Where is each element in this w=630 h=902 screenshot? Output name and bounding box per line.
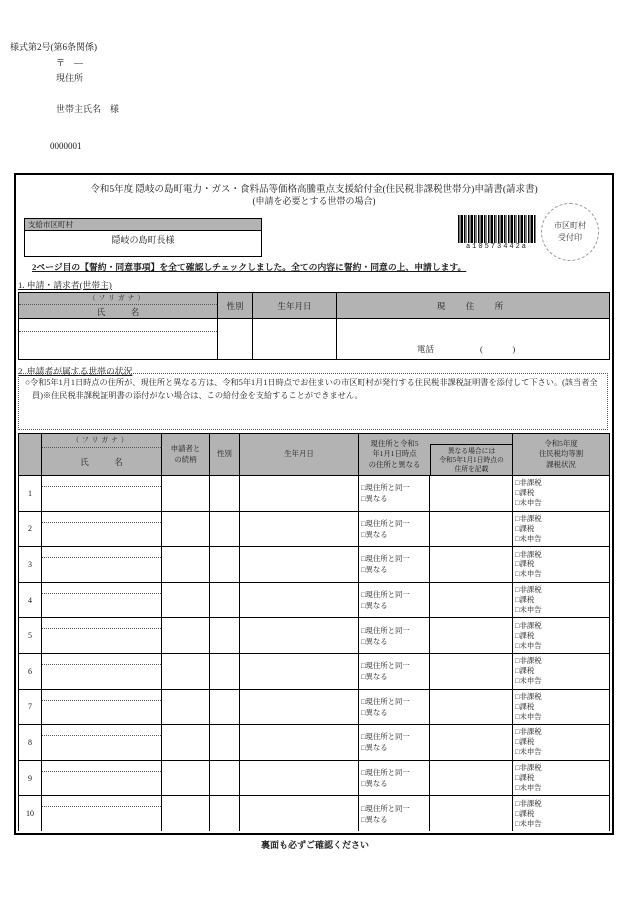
applicant-address-field — [337, 319, 609, 359]
member-table-row — [19, 690, 609, 726]
checkbox-same-address: □現住所と同一 — [361, 554, 410, 564]
if-different-line2: 令和5年1月1日時点の — [439, 456, 504, 464]
member-birthdate-field — [240, 618, 359, 653]
header-birthdate-cell: 生年月日 — [240, 434, 359, 475]
name-label: 氏 名 — [80, 456, 123, 467]
checkbox-taxable: □課税 — [515, 666, 535, 676]
applicant-gender-field — [218, 319, 253, 359]
checkbox-different-address: □異なる — [361, 743, 388, 753]
checkbox-taxable: □課税 — [515, 595, 535, 605]
member-address-differs-field — [359, 654, 430, 689]
checkbox-taxable: □課税 — [515, 773, 535, 783]
attachment-notice-text: ○令和5年1月1日時点の住所が、現住所と異なる方は、令和5年1月1日時点でお住まいの市区町村が発行する住民税非課税証明書を添付して下さい。(該当者全員)※住民税非課税証明書の添付がない場合は、この給付金を支給することができません。 — [25, 378, 598, 401]
checkbox-same-address: □現住所と同一 — [361, 661, 410, 671]
furigana-divider — [42, 664, 161, 665]
receipt-stamp-line1: 市区町村 — [554, 221, 586, 231]
current-address-label: 現住所 — [56, 73, 84, 83]
row-number: 5 — [19, 618, 42, 653]
member-address-differs-field — [359, 761, 430, 796]
furigana-label: （フリガナ） — [19, 293, 217, 305]
header-name-cell — [19, 293, 218, 318]
member-relationship-field — [162, 654, 210, 689]
checkbox-undeclared: □未申告 — [515, 783, 542, 793]
member-name-field — [42, 618, 162, 653]
checkbox-non-taxable: □非課税 — [515, 620, 542, 630]
checkbox-same-address: □現住所と同一 — [361, 483, 410, 493]
row-number: 3 — [19, 547, 42, 582]
checkbox-different-address: □異なる — [361, 672, 388, 682]
member-table-row — [19, 725, 609, 761]
applicant-table-row — [19, 319, 609, 359]
header-address-if-different-cell — [430, 434, 513, 475]
member-name-field — [42, 547, 162, 582]
member-tax-status-field — [513, 690, 609, 725]
checkbox-undeclared: □未申告 — [515, 711, 542, 721]
member-birthdate-field — [240, 761, 359, 796]
barcode — [458, 215, 536, 251]
member-relationship-field — [162, 725, 210, 760]
checkbox-different-address: □異なる — [361, 494, 388, 504]
checkbox-different-address: □異なる — [361, 779, 388, 789]
member-name-field — [42, 476, 162, 511]
member-address-differs-field — [359, 725, 430, 760]
member-table-body — [19, 476, 609, 831]
receipt-stamp-line2: 受付印 — [558, 233, 582, 242]
checkbox-non-taxable: □非課税 — [515, 549, 542, 559]
member-birthdate-field — [240, 654, 359, 689]
member-gender-field — [210, 761, 240, 796]
member-table-row — [19, 512, 609, 548]
member-address-if-different-field — [430, 690, 513, 725]
member-name-field — [42, 583, 162, 618]
member-gender-field — [210, 583, 240, 618]
checkbox-non-taxable: □非課税 — [515, 763, 542, 773]
form-title: 令和5年度 隠岐の島町電力・ガス・食料品等価格高騰重点支援給付金(住民税非課税世帯分)申請書(請求書) — [90, 185, 538, 195]
checkbox-different-address: □異なる — [361, 529, 388, 539]
furigana-label: （フリガナ） — [42, 434, 161, 448]
member-relationship-field — [162, 618, 210, 653]
barcode-bars-icon — [458, 215, 536, 243]
checkbox-undeclared: □未申告 — [515, 605, 542, 615]
member-table-header — [19, 434, 609, 476]
checkbox-undeclared: □未申告 — [515, 818, 542, 828]
header-tax-status-cell — [513, 434, 609, 475]
checkbox-undeclared: □未申告 — [515, 533, 542, 543]
checkbox-undeclared: □未申告 — [515, 676, 542, 686]
municipality-label: 支給市区町村 — [24, 218, 262, 231]
member-tax-status-field — [513, 512, 609, 547]
phone-label: 電話 — [417, 344, 435, 354]
header-gender-cell: 性別 — [210, 434, 240, 475]
checkbox-taxable: □課税 — [515, 630, 535, 640]
checkbox-different-address: □異なる — [361, 601, 388, 611]
applicant-table-header — [19, 293, 609, 319]
checkbox-undeclared: □未申告 — [515, 640, 542, 650]
furigana-divider — [42, 628, 161, 629]
section1-heading: 1. 申請・請求者(世帯主) — [18, 280, 112, 290]
member-table-row — [19, 761, 609, 797]
member-relationship-field — [162, 583, 210, 618]
postal-code-line: 〒 ― — [56, 58, 84, 68]
furigana-divider — [19, 319, 217, 332]
member-address-differs-field — [359, 796, 430, 831]
member-birthdate-field — [240, 512, 359, 547]
member-gender-field — [210, 618, 240, 653]
checkbox-non-taxable: □非課税 — [515, 691, 542, 701]
checkbox-different-address: □異なる — [361, 565, 388, 575]
row-number: 9 — [19, 761, 42, 796]
checkbox-same-address: □現住所と同一 — [361, 589, 410, 599]
header-name-cell — [42, 434, 162, 475]
pledge-statement: 2ページ目の【誓約・同意事項】を全て確認しチェックしました。全ての内容に誓約・同意の上、申請します。 — [32, 262, 467, 272]
member-tax-status-field — [513, 476, 609, 511]
row-number: 7 — [19, 690, 42, 725]
attachment-notice-box — [18, 373, 608, 430]
checkbox-same-address: □現住所と同一 — [361, 803, 410, 813]
member-tax-status-field — [513, 725, 609, 760]
member-address-if-different-field — [430, 618, 513, 653]
checkbox-non-taxable: □非課税 — [515, 513, 542, 523]
member-relationship-field — [162, 476, 210, 511]
checkbox-taxable: □課税 — [515, 559, 535, 569]
checkbox-taxable: □課税 — [515, 808, 535, 818]
member-address-differs-field — [359, 476, 430, 511]
member-address-if-different-field — [430, 512, 513, 547]
checkbox-same-address: □現住所と同一 — [361, 767, 410, 777]
tax-status-line1: 令和5年度 — [544, 438, 578, 448]
member-name-field — [42, 512, 162, 547]
household-member-table — [18, 433, 610, 831]
member-address-if-different-field — [430, 583, 513, 618]
row-number: 6 — [19, 654, 42, 689]
row-number: 1 — [19, 476, 42, 511]
row-number: 2 — [19, 512, 42, 547]
member-address-differs-field — [359, 618, 430, 653]
member-birthdate-field — [240, 690, 359, 725]
member-address-if-different-field — [430, 796, 513, 831]
member-address-if-different-field — [430, 725, 513, 760]
address-differs-line1: 現住所と令和5 — [370, 438, 419, 448]
householder-name-line: 世帯主氏名 様 — [56, 104, 120, 114]
address-differs-line3: の住所と異なる — [368, 459, 421, 469]
receipt-stamp-circle — [541, 203, 599, 261]
member-gender-field — [210, 476, 240, 511]
member-table-row — [19, 618, 609, 654]
municipality-value: 隠岐の島町長様 — [24, 231, 262, 257]
applicant-name-field — [19, 319, 218, 359]
checkbox-non-taxable: □非課税 — [515, 727, 542, 737]
address-differs-line2: 年1月1日時点 — [372, 449, 417, 459]
applicant-table — [18, 292, 610, 360]
header-birthdate-cell: 生年月日 — [253, 293, 337, 318]
phone-parens: ( ) — [480, 344, 517, 354]
if-different-line1: 異なる場合には — [447, 447, 496, 455]
row-number: 8 — [19, 725, 42, 760]
header-gender-cell: 性別 — [218, 293, 253, 318]
checkbox-non-taxable: □非課税 — [515, 798, 542, 808]
member-tax-status-field — [513, 654, 609, 689]
member-address-if-different-field — [430, 654, 513, 689]
member-gender-field — [210, 512, 240, 547]
barcode-text: a10573442a — [465, 243, 528, 251]
member-table-row — [19, 547, 609, 583]
furigana-divider — [42, 771, 161, 772]
member-name-field — [42, 725, 162, 760]
member-gender-field — [210, 725, 240, 760]
member-gender-field — [210, 796, 240, 831]
relationship-line2: の続柄 — [174, 454, 197, 464]
member-birthdate-field — [240, 547, 359, 582]
row-number: 10 — [19, 796, 42, 831]
furigana-divider — [42, 557, 161, 558]
member-tax-status-field — [513, 547, 609, 582]
form-subtitle: (申請を必要とする世帯の場合) — [252, 196, 376, 206]
header-number-cell — [19, 434, 42, 475]
member-tax-status-field — [513, 618, 609, 653]
checkbox-same-address: □現住所と同一 — [361, 696, 410, 706]
furigana-divider — [42, 700, 161, 701]
member-tax-status-field — [513, 583, 609, 618]
member-relationship-field — [162, 512, 210, 547]
member-name-field — [42, 796, 162, 831]
member-tax-status-field — [513, 761, 609, 796]
tax-status-line2: 住民税均等割 — [538, 449, 584, 459]
form-border-box — [14, 173, 614, 835]
header-address-differs-cell — [359, 434, 430, 475]
member-table-row — [19, 796, 609, 831]
member-address-if-different-field — [430, 761, 513, 796]
member-table-row — [19, 583, 609, 619]
header-relationship-cell — [162, 434, 210, 475]
member-address-if-different-field — [430, 547, 513, 582]
furigana-divider — [42, 486, 161, 487]
applicant-birthdate-field — [253, 319, 337, 359]
member-relationship-field — [162, 761, 210, 796]
member-table-row — [19, 476, 609, 512]
furigana-divider — [42, 522, 161, 523]
relationship-line1: 申請者と — [170, 444, 201, 454]
member-birthdate-field — [240, 725, 359, 760]
member-name-field — [42, 654, 162, 689]
checkbox-different-address: □異なる — [361, 814, 388, 824]
checkbox-taxable: □課税 — [515, 488, 535, 498]
checkbox-non-taxable: □非課税 — [515, 478, 542, 488]
checkbox-taxable: □課税 — [515, 523, 535, 533]
checkbox-same-address: □現住所と同一 — [361, 625, 410, 635]
member-address-differs-field — [359, 547, 430, 582]
member-gender-field — [210, 547, 240, 582]
member-gender-field — [210, 690, 240, 725]
checkbox-different-address: □異なる — [361, 636, 388, 646]
header-address-cell: 現 住 所 — [436, 300, 510, 311]
row-number: 4 — [19, 583, 42, 618]
serial-number: 0000001 — [50, 141, 82, 151]
checkbox-undeclared: □未申告 — [515, 569, 542, 579]
furigana-divider — [42, 593, 161, 594]
member-table-row — [19, 654, 609, 690]
member-address-differs-field — [359, 690, 430, 725]
name-label: 氏 名 — [96, 306, 140, 317]
member-name-field — [42, 761, 162, 796]
member-tax-status-field — [513, 796, 609, 831]
checkbox-undeclared: □未申告 — [515, 747, 542, 757]
if-different-line3: 住所を記載 — [454, 466, 489, 474]
member-address-differs-field — [359, 512, 430, 547]
member-birthdate-field — [240, 583, 359, 618]
member-name-field — [42, 690, 162, 725]
member-birthdate-field — [240, 476, 359, 511]
checkbox-undeclared: □未申告 — [515, 498, 542, 508]
member-relationship-field — [162, 690, 210, 725]
member-address-differs-field — [359, 583, 430, 618]
checkbox-taxable: □課税 — [515, 701, 535, 711]
checkbox-taxable: □課税 — [515, 737, 535, 747]
member-relationship-field — [162, 547, 210, 582]
member-relationship-field — [162, 796, 210, 831]
section2-heading: 2. 申請者が属する世帯の状況 — [18, 366, 133, 376]
furigana-divider — [42, 806, 161, 807]
checkbox-same-address: □現住所と同一 — [361, 518, 410, 528]
member-birthdate-field — [240, 796, 359, 831]
address-if-different-inset — [430, 444, 512, 476]
footer-note: 裏面も必ずご確認ください — [260, 840, 369, 850]
form-number: 様式第2号(第6条関係) — [10, 42, 97, 52]
member-address-if-different-field — [430, 476, 513, 511]
furigana-divider — [42, 735, 161, 736]
checkbox-non-taxable: □非課税 — [515, 656, 542, 666]
checkbox-different-address: □異なる — [361, 707, 388, 717]
checkbox-same-address: □現住所と同一 — [361, 732, 410, 742]
municipality-box — [24, 218, 262, 257]
checkbox-non-taxable: □非課税 — [515, 585, 542, 595]
member-gender-field — [210, 654, 240, 689]
tax-status-line3: 課税状況 — [546, 459, 576, 469]
